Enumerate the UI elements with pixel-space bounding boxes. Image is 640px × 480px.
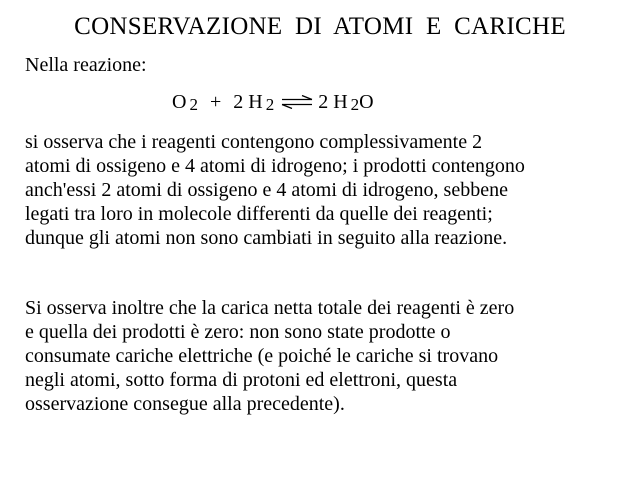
plus-sign: + (209, 91, 222, 113)
reactant2-symbol: H (248, 91, 263, 113)
paragraph-atoms (25, 130, 630, 250)
reactant1-symbol: O (172, 91, 187, 113)
paragraph-line: consumate cariche elettriche (e poiché le cariche si trovano (25, 345, 499, 367)
reactant2-coefficient: 2 (233, 91, 244, 113)
paragraph-line: dunque gli atomi non sono cambiati in seguito alla reazione. (25, 227, 508, 249)
product-symbol-o: O (359, 91, 374, 113)
paragraph-line: Si osserva inoltre che la carica netta totale dei reagenti è zero (25, 297, 515, 319)
chemical-equation (172, 90, 374, 115)
product-symbol-h: H (333, 91, 348, 113)
product-water (318, 90, 373, 115)
product-coefficient: 2 (318, 91, 329, 113)
paragraph-line: anch'essi 2 atomi di ossigeno e 4 atomi di idrogeno, sebbene (25, 179, 508, 201)
equilibrium-arrow-icon (280, 95, 314, 109)
reactant2-subscript: 2 (265, 95, 275, 114)
paragraph-line: legati tra loro in molecole differenti da quelle dei reagenti; (25, 203, 493, 225)
product-subscript: 2 (350, 95, 360, 114)
paragraph-line: atomi di ossigeno e 4 atomi di idrogeno; i prodotti contengono (25, 155, 525, 177)
paragraph-line: negli atomi, sotto forma di protoni ed elettroni, questa (25, 369, 458, 391)
reactant1-subscript: 2 (189, 95, 198, 114)
reactant-hydrogen (233, 90, 274, 115)
paragraph-charges (25, 296, 630, 416)
intro-text: Nella reazione: (25, 54, 147, 76)
paragraph-line: e quella dei prodotti è zero: non sono state prodotte o (25, 321, 451, 343)
paragraph-line: si osserva che i reagenti contengono complessivamente 2 (25, 131, 483, 153)
reactant-oxygen (172, 90, 198, 115)
paragraph-line: osservazione consegue alla precedente). (25, 393, 345, 415)
page-title: CONSERVAZIONE DI ATOMI E CARICHE (74, 13, 566, 40)
